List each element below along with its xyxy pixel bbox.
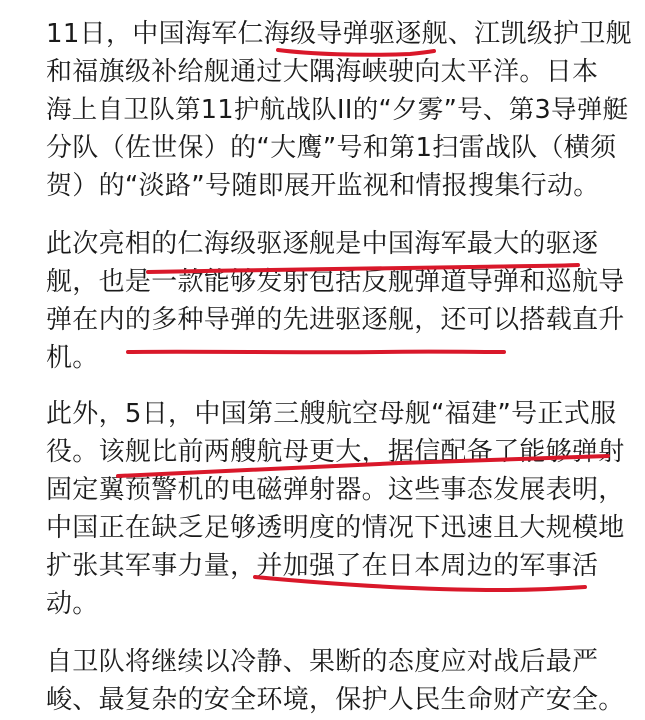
text-line: 舰，也是一款能够发射包括反舰弹道导弹和巡航导 bbox=[46, 267, 625, 297]
text-line: 固定翼预警机的电磁弹射器。这些事态发展表明， bbox=[46, 475, 625, 505]
text-line: 机。 bbox=[46, 343, 99, 373]
text-line: 扩张其军事力量，并加强了在日本周边的军事活 bbox=[46, 551, 599, 581]
text-line: 分队（佐世保）的“大鹰”号和第1扫雷战队（横须 bbox=[46, 133, 617, 163]
text-line: 动。 bbox=[46, 589, 99, 619]
text-line: 弹在内的多种导弹的先进驱逐舰，还可以搭载直升 bbox=[46, 305, 625, 335]
text-line: 自卫队将继续以冷静、果断的态度应对战后最严 bbox=[46, 647, 599, 677]
text-line: 中国正在缺乏足够透明度的情况下迅速且大规模地 bbox=[46, 513, 625, 543]
text-line: 役。该舰比前两艘航母更大，据信配备了能够弹射 bbox=[46, 437, 625, 467]
text-line: 此次亮相的仁海级驱逐舰是中国海军最大的驱逐 bbox=[46, 229, 599, 259]
text-line: 11日，中国海军仁海级导弹驱逐舰、江凯级护卫舰 bbox=[46, 19, 632, 49]
text-line: 此外，5日，中国第三艘航空母舰“福建”号正式服 bbox=[46, 399, 617, 429]
underline-advanced-destroyer bbox=[128, 352, 504, 353]
text-line: 和福旗级补给舰通过大隅海峡驶向太平洋。日本 bbox=[46, 57, 599, 87]
text-line: 贺）的“淡路”号随即展开监视和情报搜集行动。 bbox=[46, 171, 600, 201]
text-line: 峻、最复杂的安全环境，保护人民生命财产安全。 bbox=[46, 685, 625, 715]
text-line: 海上自卫队第11护航战队II的“夕雾”号、第3导弹艇 bbox=[46, 95, 629, 125]
